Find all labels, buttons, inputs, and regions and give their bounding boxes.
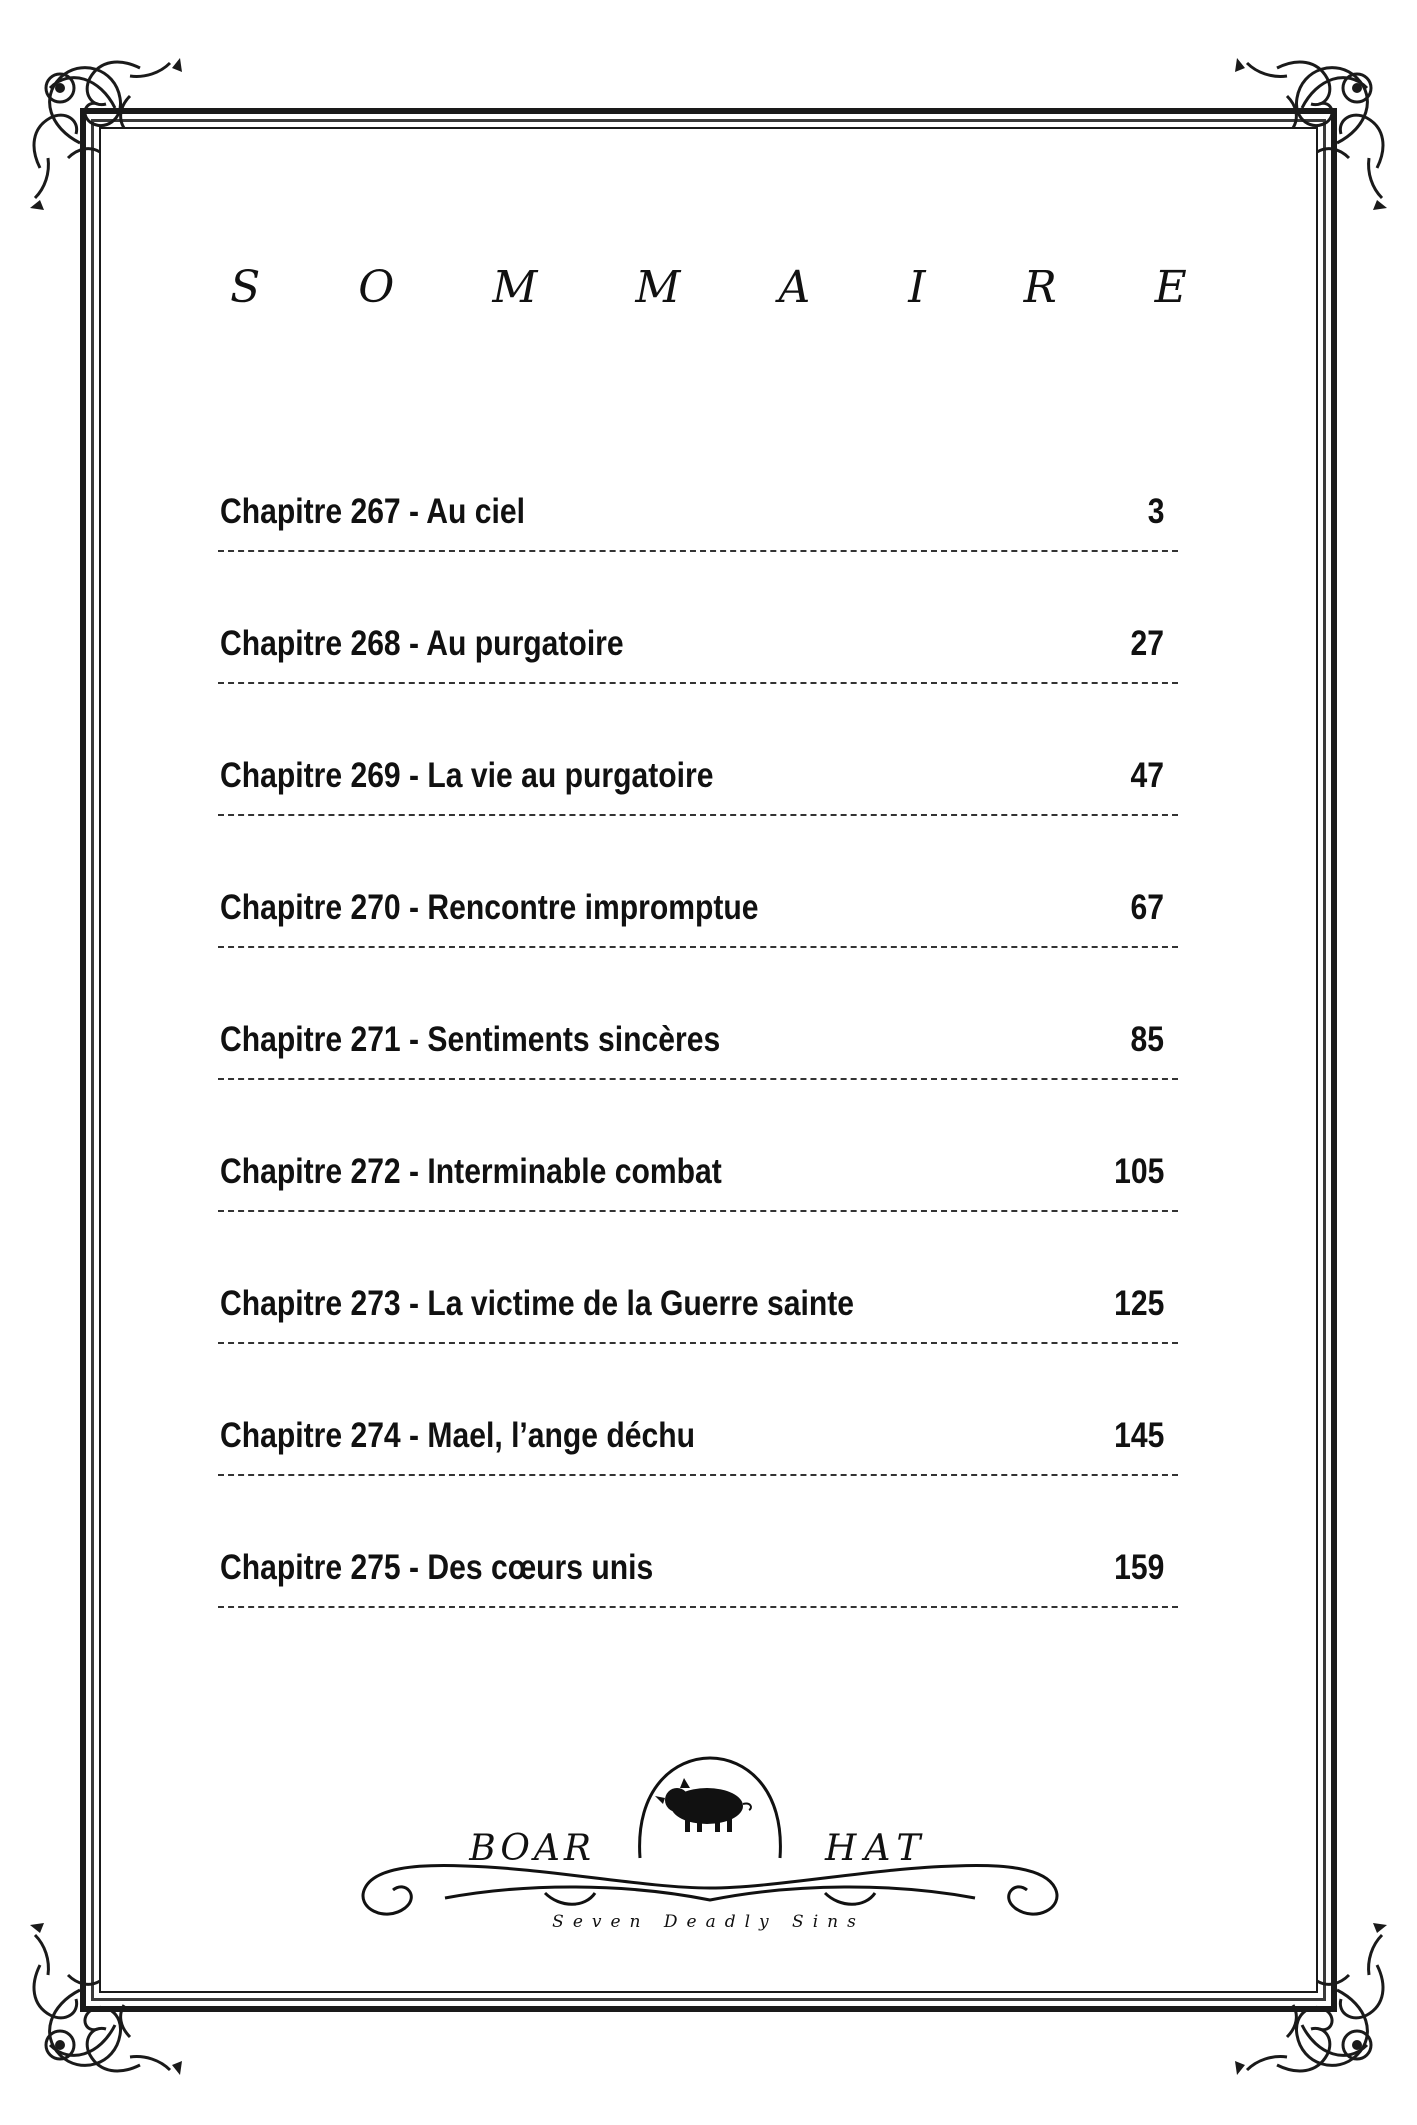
pig-icon bbox=[655, 1778, 751, 1832]
dashed-leader bbox=[218, 814, 1178, 816]
chapter-page-number: 47 bbox=[1130, 756, 1164, 795]
corner-ornament-icon bbox=[1207, 48, 1397, 238]
toc-entry[interactable] bbox=[218, 752, 1178, 884]
chapter-title: Chapitre 274 - Mael, l’ange déchu bbox=[220, 1416, 696, 1455]
corner-ornament-icon bbox=[20, 48, 210, 238]
logo-right-word: HAT bbox=[825, 1828, 929, 1869]
toc-entry[interactable] bbox=[218, 1412, 1178, 1544]
chapter-title: Chapitre 272 - Interminable combat bbox=[220, 1152, 722, 1191]
dashed-leader bbox=[218, 1474, 1178, 1476]
toc-entry[interactable] bbox=[218, 620, 1178, 752]
chapter-page-number: 85 bbox=[1130, 1020, 1164, 1059]
toc-entry[interactable] bbox=[218, 884, 1178, 1016]
chapter-title: Chapitre 267 - Au ciel bbox=[220, 492, 526, 531]
dashed-leader bbox=[218, 946, 1178, 948]
toc-entry[interactable] bbox=[218, 1280, 1178, 1412]
page-title: S O M M A I R E bbox=[230, 262, 1229, 313]
chapter-page-number: 125 bbox=[1113, 1284, 1164, 1323]
dashed-leader bbox=[218, 1078, 1178, 1080]
dashed-leader bbox=[218, 682, 1178, 684]
dashed-leader bbox=[218, 1606, 1178, 1608]
chapter-page-number: 27 bbox=[1130, 624, 1164, 663]
toc-entry[interactable] bbox=[218, 1544, 1178, 1676]
chapter-title: Chapitre 275 - Des cœurs unis bbox=[220, 1548, 654, 1587]
chapter-page-number: 145 bbox=[1113, 1416, 1164, 1455]
chapter-page-number: 159 bbox=[1113, 1548, 1164, 1587]
toc-entry[interactable] bbox=[218, 1148, 1178, 1280]
chapter-title: Chapitre 273 - La victime de la Guerre sainte bbox=[220, 1284, 855, 1323]
logo-left-word: BOAR bbox=[469, 1828, 595, 1869]
chapter-page-number: 105 bbox=[1113, 1152, 1164, 1191]
chapter-page-number: 67 bbox=[1130, 888, 1164, 927]
dashed-leader bbox=[218, 1210, 1178, 1212]
toc-entry[interactable] bbox=[218, 1016, 1178, 1148]
chapter-page-number: 3 bbox=[1147, 492, 1164, 531]
table-of-contents bbox=[218, 488, 1178, 1676]
chapter-title: Chapitre 271 - Sentiments sincères bbox=[220, 1020, 721, 1059]
toc-entry[interactable] bbox=[218, 488, 1178, 620]
dashed-leader bbox=[218, 550, 1178, 552]
logo-subtitle: Seven Deadly Sins bbox=[552, 1912, 865, 1932]
chapter-title: Chapitre 269 - La vie au purgatoire bbox=[220, 756, 714, 795]
chapter-title: Chapitre 270 - Rencontre impromptue bbox=[220, 888, 759, 927]
dashed-leader bbox=[218, 1342, 1178, 1344]
chapter-title: Chapitre 268 - Au purgatoire bbox=[220, 624, 624, 663]
